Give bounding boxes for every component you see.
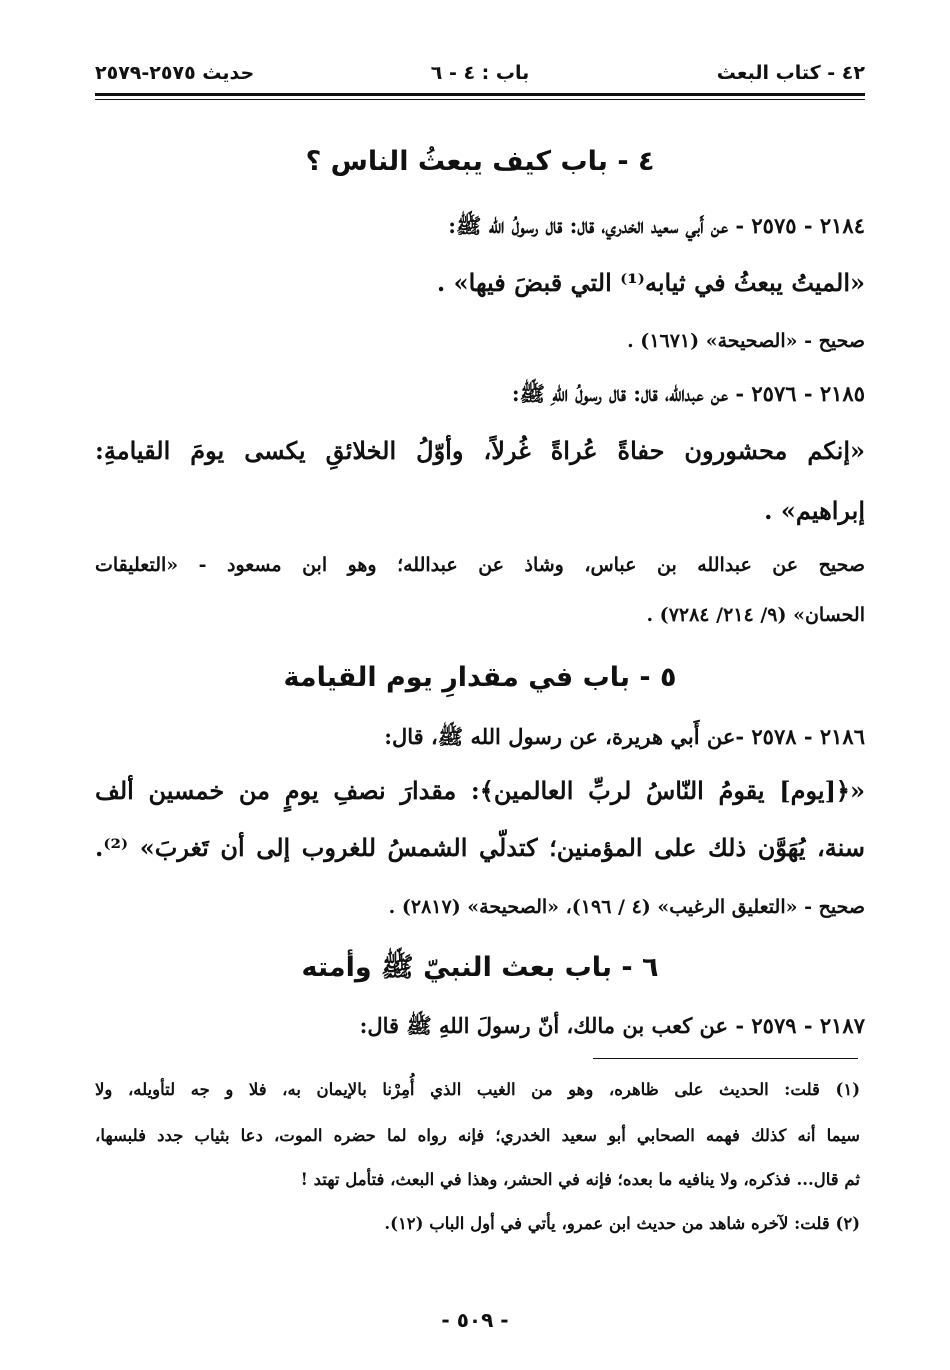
header-rule-thick: [95, 93, 865, 96]
chapter-title: ٥ - باب في مقدارِ يوم القيامة: [283, 662, 677, 693]
hadith-grade: صحيح - «التعليق الرغيب» (٤ / ١٩٦)، «الصحيحة» (٢٨١٧) .: [388, 896, 865, 918]
running-header: [95, 52, 865, 92]
hadith-grade: صحيح - «الصحيحة» (١٦٧١) .: [627, 330, 865, 352]
footnote-line: ثم قال... فذكره، ولا ينافيه ما بعده؛ فإنه في الحشر، وهذا في البعث، فتأمل تهتد !: [300, 1170, 860, 1189]
chapter-title: ٦ - باب بعث النبيّ ﷺ وأمته: [301, 952, 659, 983]
hadith-text: سنة، يُهَوَّن ذلك على المؤمنين؛ كتدلّي الشمسُ للغروب إلى أن تَغربَ» ⁽²⁾.: [95, 833, 865, 862]
footnote-line: (٢) قلت: لآخره شاهد من حديث ابن عمرو، يأتي في أول الباب (١٢).: [384, 1214, 860, 1233]
chapter-title: ٤ - باب كيف يبعثُ الناس ؟: [305, 146, 655, 177]
hadith-text: «﴿[يوم] يقومُ النّاسُ لربِّ العالمين﴾: مقدارَ نصفِ يومٍ من خمسين ألف: [95, 776, 865, 805]
hadith-intro: ٢١٨٦ - ٢٥٧٨ -عن أَبي هريرة، عن رسول الله ﷺ، قال:: [384, 724, 865, 749]
page-number: - ٥٠٩ -: [441, 1308, 509, 1332]
hadith-text: «إنكم محشورون حفاةً عُراةً غُرلاً، وأوّلُ الخلائقِ يكسى يومَ القيامةِ:: [95, 436, 865, 465]
hadith-grade: صحيح عن عبدالله بن عباس، وشاذ عن عبدالله؛ وهو ابن مسعود - «التعليقات: [95, 554, 865, 576]
header-chapters-range: باب : ٤ - ٦: [430, 62, 530, 84]
hadith-intro: ٢١٨٥ - ٢٥٧٦ - عن عبدالله، قال: قال رسولُ اللهِ ﷺ:: [511, 381, 865, 406]
header-book-title: ٤٢ - كتاب البعث: [716, 62, 865, 84]
hadith-grade: الحسان» (٩/ ٢١٤/ ٧٢٨٤) .: [646, 604, 865, 626]
hadith-intro: ٢١٨٧ - ٢٥٧٩ - عن كعب بن مالك، أنّ رسولَ اللهِ ﷺ قال:: [359, 1013, 865, 1038]
footnote-separator: [593, 1058, 858, 1059]
hadith-intro: ٢١٨٤ - ٢٥٧٥ - عن أَبي سعيد الخدري، قال: قال رسولُ الله ﷺ:: [448, 213, 865, 238]
header-hadith-range: حديث ٢٥٧٥-٢٥٧٩: [95, 62, 255, 84]
footnote-line: (١) قلت: الحديث على ظاهره، وهو من الغيب الذي أُمِرْنا بالإيمان به، فلا و جه لتأويله، ولا: [95, 1080, 860, 1099]
hadith-text: «الميتُ يبعثُ في ثيابه⁽¹⁾ التي قبضَ فيها» .: [436, 268, 865, 297]
header-rule-thin: [95, 99, 865, 100]
hadith-text: إبراهيم» .: [764, 496, 865, 525]
footnote-line: سيما أنه كذلك فهمه الصحابي أبو سعيد الخدري؛ فإنه رواه لما حضره الموت، دعا بثياب جدد فلبسها،: [95, 1126, 860, 1145]
